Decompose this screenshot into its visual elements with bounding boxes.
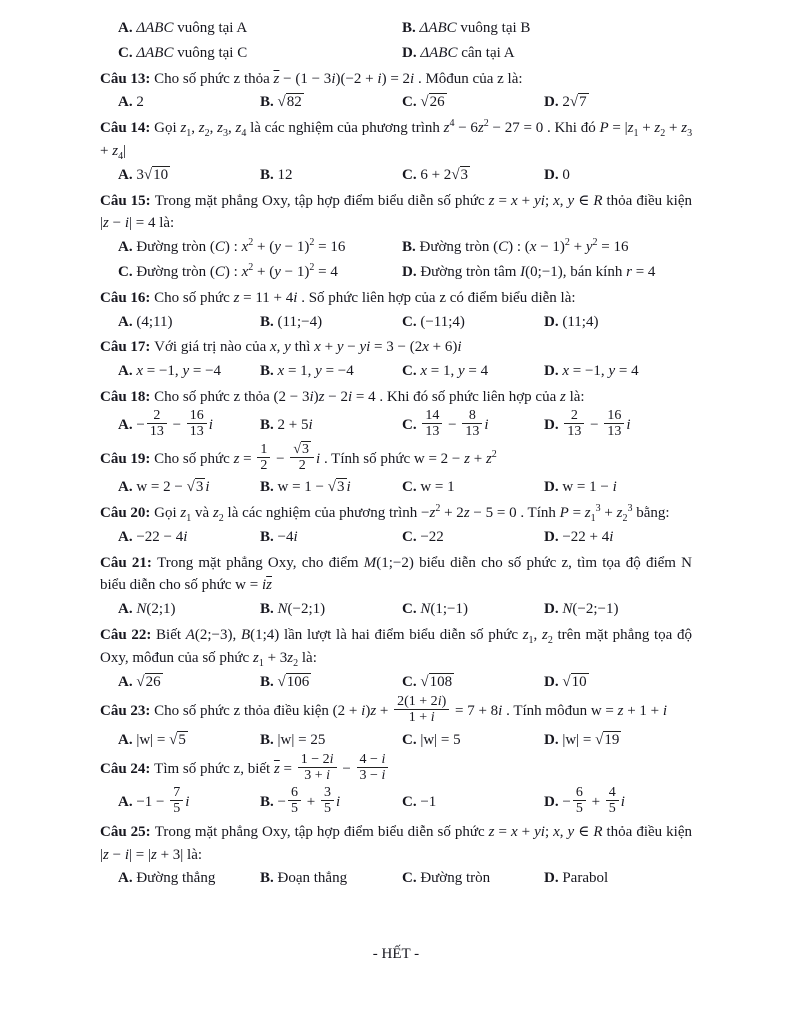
question-block: [100, 821, 692, 890]
option-letter: B.: [260, 416, 278, 433]
option-letter: B.: [260, 731, 278, 748]
option-content: 2: [136, 94, 144, 111]
option-letter: C.: [402, 363, 421, 380]
answer-option: [544, 784, 692, 818]
answer-option: [118, 261, 402, 284]
option-content: w = 1 − √3 i: [277, 479, 351, 496]
option-content: 12: [277, 166, 293, 183]
question-text: Gọi $z_1$ và $z_2$ là các nghiệm của phương trình $-z^2 + 2z - 5 = 0$ . Tính $P = z_1^3 + z_2^3$ bằng:: [154, 502, 670, 524]
answer-option: [118, 784, 260, 818]
option-letter: C.: [402, 166, 421, 183]
options-row: [100, 867, 692, 890]
options-row: [100, 671, 692, 694]
question-stem: [100, 696, 692, 727]
answer-option: [544, 407, 692, 441]
answer-option: [118, 311, 260, 334]
option-letter: D.: [544, 166, 563, 183]
option-content: Đoạn thẳng: [277, 870, 348, 887]
answer-option: [260, 867, 402, 890]
answer-option: [544, 91, 692, 114]
option-letter: D.: [544, 363, 563, 380]
question-text: Cho số phức z thỏa $\overline{z} - (1 - 3i)(-2 + i) = 2i$ . Môđun của z là:: [154, 70, 523, 87]
option-letter: C.: [402, 528, 421, 545]
option-content: ΔABC vuông tại A: [136, 20, 248, 36]
option-content: −1: [420, 793, 437, 810]
question-block: [100, 386, 692, 441]
option-letter: A.: [118, 731, 137, 748]
answer-option: [402, 311, 544, 334]
option-content: (11;−4): [277, 313, 323, 330]
options-row: [100, 311, 692, 334]
option-letter: A.: [118, 601, 137, 618]
answer-option: [118, 407, 260, 441]
answer-option: [260, 598, 402, 621]
option-letter: D.: [544, 731, 563, 748]
question-stem: [100, 441, 692, 475]
options-row: [100, 476, 692, 499]
question-stem: [100, 386, 692, 409]
option-letter: A.: [118, 793, 137, 810]
option-letter: B.: [260, 870, 278, 887]
answer-option: [402, 729, 544, 752]
answer-option: [260, 476, 402, 499]
option-content: √108: [420, 673, 453, 690]
answer-option: [260, 784, 402, 818]
option-letter: C.: [402, 793, 421, 810]
option-letter: A.: [118, 313, 137, 330]
answer-option: [402, 17, 692, 40]
option-letter: A.: [118, 363, 137, 380]
option-content: Đường thẳng: [136, 870, 216, 887]
question-text: Cho số phức z thỏa (2 − 3i)z − 2i = 4 . Khi đó số phức liên hợp của z là:: [154, 388, 585, 405]
option-content: |w| = √5: [136, 731, 186, 748]
option-content: √10: [562, 673, 587, 690]
option-content: (11;4): [562, 313, 599, 330]
option-letter: A.: [118, 479, 137, 496]
answer-option: [402, 476, 544, 499]
question-number: Câu 15:: [100, 192, 155, 209]
answer-option: [118, 42, 402, 65]
options-row: [100, 164, 692, 187]
answer-option: [260, 311, 402, 334]
options-row: [100, 17, 692, 65]
question-block: [100, 336, 692, 383]
question-stem: [100, 624, 692, 670]
question-number: Câu 23:: [100, 703, 155, 720]
option-content: −22 + 4i: [562, 528, 614, 545]
answer-option: [402, 164, 544, 187]
option-content: 2 + 5i: [277, 416, 313, 433]
question-block: [100, 287, 692, 334]
answer-option: [544, 671, 692, 694]
option-letter: B.: [260, 313, 278, 330]
question-number: Câu 24:: [100, 761, 155, 778]
question-stem: [100, 68, 692, 91]
option-content: −4i: [277, 528, 298, 545]
answer-option: [402, 42, 692, 65]
option-letter: B.: [260, 166, 278, 183]
option-content: − $\frac{6}{5}$ + $\frac{4}{5}$ i: [562, 784, 625, 816]
option-content: $\frac{14}{13}$ − $\frac{8}{13}$ i: [420, 417, 488, 433]
option-letter: C.: [402, 673, 421, 690]
question-text: Tìm số phức z, biết $\overline{z}$ = $\frac{1 - 2i}{3 + i}$ − $\frac{4 - i}{3 - i}$: [154, 761, 390, 777]
option-letter: C.: [402, 870, 421, 887]
answer-option: [402, 236, 692, 259]
option-letter: B.: [260, 363, 278, 380]
options-row: [100, 360, 692, 383]
option-letter: A.: [118, 166, 137, 183]
question-block: [100, 696, 692, 751]
question-stem: [100, 754, 692, 785]
option-content: |w| = √19: [562, 731, 620, 748]
option-letter: C.: [402, 313, 421, 330]
answer-option: [402, 360, 544, 383]
question-stem: [100, 336, 692, 359]
question-text: Cho số phức z = 11 + 4i . Số phức liên hợp của z có điểm biểu diễn là:: [154, 289, 576, 306]
answer-option: [118, 236, 402, 259]
question-block: [100, 117, 692, 186]
answer-option: [402, 407, 544, 441]
option-content: $\frac{2}{13}$ − $\frac{16}{13}$ i: [562, 417, 630, 433]
option-content: w = 1: [420, 479, 455, 496]
question-number: Câu 22:: [100, 626, 157, 643]
option-content: |w| = 5: [420, 731, 461, 748]
option-letter: A.: [118, 94, 137, 111]
answer-option: [544, 476, 692, 499]
question-number: Câu 17:: [100, 339, 155, 356]
question-block: [100, 552, 692, 621]
option-content: ΔABC vuông tại C: [136, 44, 248, 61]
option-letter: D.: [402, 263, 421, 280]
options-row: [100, 598, 692, 621]
option-letter: B.: [260, 479, 278, 496]
question-block: [100, 502, 692, 549]
question-text: Cho số phức z thỏa điều kiện (2 + i)z + $\frac{2(1 + 2i)}{1 + i}$ = 7 + 8i . Tính môđun w = z + 1 + i: [154, 694, 668, 726]
answer-option: [544, 360, 692, 383]
answer-option: [118, 729, 260, 752]
question-stem: [100, 821, 692, 867]
option-content: √26: [136, 673, 161, 690]
answer-option: [544, 164, 692, 187]
option-content: √26: [420, 94, 445, 111]
answer-option: [260, 360, 402, 383]
answer-option: [118, 164, 260, 187]
answer-option: [544, 526, 692, 549]
option-letter: D.: [544, 601, 563, 618]
question-number: Câu 14:: [100, 120, 155, 137]
answer-option: [260, 164, 402, 187]
option-letter: C.: [118, 44, 137, 61]
options-row: [100, 91, 692, 114]
option-letter: D.: [544, 313, 563, 330]
question-text: Gọi $z_1$, $z_2$, $z_3$, $z_4$ là các nghiệm của phương trình $z^4 - 6z^2 - 27 = 0$ . Khi đó $P = |z_1 + z_2 + z_3 + z_4|$: [100, 118, 693, 162]
question-block: [100, 190, 692, 284]
answer-option: [260, 414, 402, 437]
question-number: Câu 25:: [100, 823, 155, 840]
option-content: 3√10: [136, 166, 169, 183]
option-content: N(1;−1): [420, 601, 468, 618]
option-letter: D.: [544, 94, 563, 111]
option-content: (4;11): [136, 313, 173, 330]
option-letter: D.: [544, 479, 563, 496]
answer-option: [118, 671, 260, 694]
question-stem: [100, 552, 692, 598]
answer-option: [402, 526, 544, 549]
answer-option: [544, 311, 692, 334]
option-content: ΔABC vuông tại B: [419, 20, 531, 36]
option-content: Đường tròn tâm I(0;−1), bán kính r = 4: [420, 263, 656, 280]
option-letter: B.: [260, 793, 278, 810]
option-letter: A.: [118, 673, 137, 690]
answer-option: [544, 867, 692, 890]
answer-option: [402, 867, 544, 890]
answer-option: [260, 671, 402, 694]
answer-option: [260, 729, 402, 752]
option-letter: B.: [260, 673, 278, 690]
answer-option: [544, 729, 692, 752]
question-block: [100, 624, 692, 693]
option-letter: C.: [402, 731, 421, 748]
option-letter: A.: [118, 239, 137, 256]
question-stem: [100, 502, 692, 525]
question-stem: [100, 190, 692, 236]
answer-option: [118, 360, 260, 383]
answer-option: [260, 526, 402, 549]
question-text: Biết A(2;−3), B(1;4) lần lượt là hai điểm biểu diễn số phức $z_1$, $z_2$ trên mặt phẳng tọa độ Oxy, môđun của số phức $z_1 + 3z_2$ là:: [100, 626, 693, 669]
answer-option: [118, 867, 260, 890]
option-content: x = −1, y = 4: [562, 363, 639, 380]
question-text: Với giá trị nào của x, y thì x + y − yi = 3 − (2x + 6)i: [154, 339, 462, 356]
option-letter: C.: [402, 601, 421, 618]
answer-option: [402, 598, 544, 621]
option-letter: A.: [118, 528, 137, 545]
question-block: [100, 68, 692, 115]
footer-text: - HẾT -: [372, 946, 420, 963]
options-row: [100, 784, 692, 818]
option-content: N(2;1): [136, 601, 176, 618]
answer-option: [118, 526, 260, 549]
option-letter: B.: [260, 94, 278, 111]
option-letter: D.: [544, 793, 563, 810]
option-letter: D.: [544, 870, 563, 887]
option-letter: A.: [118, 416, 137, 433]
question-block: [100, 17, 692, 65]
answer-option: [544, 598, 692, 621]
option-letter: B.: [260, 528, 278, 545]
option-letter: A.: [118, 20, 137, 36]
answer-option: [402, 261, 692, 284]
question-number: Câu 20:: [100, 504, 155, 521]
option-letter: B.: [402, 239, 420, 256]
options-row: [100, 729, 692, 752]
question-number: Câu 16:: [100, 289, 155, 306]
option-letter: C.: [402, 479, 421, 496]
option-letter: B.: [260, 601, 278, 618]
question-block: [100, 754, 692, 817]
option-content: √106: [277, 673, 310, 690]
option-content: ΔABC cân tại A: [420, 44, 515, 61]
option-letter: A.: [118, 870, 137, 887]
answer-option: [118, 91, 260, 114]
option-content: N(−2;1): [277, 601, 326, 618]
answer-option: [260, 91, 402, 114]
option-content: − $\frac{2}{13}$ − $\frac{16}{13}$ i: [136, 407, 213, 439]
answer-option: [118, 476, 260, 499]
question-stem: [100, 287, 692, 310]
option-letter: B.: [402, 20, 420, 36]
option-content: x = −1, y = −4: [136, 363, 222, 380]
question-stem: [100, 117, 692, 163]
answer-option: [402, 791, 544, 814]
answer-option: [402, 671, 544, 694]
question-text: Trong mặt phẳng Oxy, tập hợp điểm biểu diễn số phức z = x + yi; x, y ∈ R thỏa điều kiện |z − i| = |z + 3| là:: [100, 823, 693, 863]
option-content: Parabol: [562, 870, 609, 887]
option-content: 6 + 2√3: [420, 166, 469, 183]
option-content: 0: [562, 166, 570, 183]
question-text: Cho số phức z = $\frac{1}{2}$ − $\frac{√3}{2}$ i . Tính số phức $w = 2 - z + z^2$: [154, 441, 497, 474]
option-content: 2√7: [562, 94, 587, 111]
option-content: −1 − $\frac{7}{5}$ i: [136, 784, 190, 816]
question-block: [100, 441, 692, 499]
question-number: Câu 21:: [100, 554, 158, 571]
option-content: x = 1, y = −4: [277, 363, 354, 380]
option-content: − $\frac{6}{5}$ + $\frac{3}{5}$ i: [277, 784, 341, 816]
option-content: N(−2;−1): [562, 601, 619, 618]
answer-option: [118, 598, 260, 621]
option-content: Đường tròn (C) : $(x - 1)^2 + y^2 = 16$: [419, 237, 629, 256]
option-letter: C.: [402, 94, 421, 111]
answer-option: [402, 91, 544, 114]
question-number: Câu 19:: [100, 451, 155, 468]
option-content: w = 2 − √3 i: [136, 479, 210, 496]
questions: [100, 16, 692, 893]
option-content: Đường tròn (C) : $x^2 + (y - 1)^2 = 16$: [136, 237, 346, 256]
option-content: −22: [420, 528, 444, 545]
question-text: Trong mặt phẳng Oxy, cho điểm M(1;−2) biểu diễn cho số phức z, tìm tọa độ điểm N biểu diễn cho số phức $w = i\overline{z}$: [100, 554, 692, 594]
question-number: Câu 18:: [100, 388, 155, 405]
option-letter: D.: [544, 673, 563, 690]
option-content: (−11;4): [420, 313, 465, 330]
option-letter: C.: [402, 416, 421, 433]
option-content: −22 − 4i: [136, 528, 188, 545]
option-content: Đường tròn (C) : $x^2 + (y - 1)^2 = 4$: [136, 261, 338, 280]
option-letter: D.: [544, 416, 563, 433]
question-text: Trong mặt phẳng Oxy, tập hợp điểm biểu diễn số phức z = x + yi; x, y ∈ R thỏa điều kiện |z − i| = 4 là:: [100, 192, 693, 232]
option-content: √82: [277, 94, 302, 111]
option-letter: C.: [118, 263, 137, 280]
option-content: Đường tròn: [420, 870, 491, 887]
option-letter: D.: [402, 44, 421, 61]
option-content: x = 1, y = 4: [420, 363, 489, 380]
answer-option: [118, 17, 402, 40]
option-content: w = 1 − i: [562, 479, 617, 496]
question-number: Câu 13:: [100, 70, 155, 87]
options-row: [100, 526, 692, 549]
options-row: [100, 407, 692, 441]
options-row: [100, 236, 692, 284]
option-content: |w| = 25: [277, 731, 326, 748]
option-letter: D.: [544, 528, 563, 545]
